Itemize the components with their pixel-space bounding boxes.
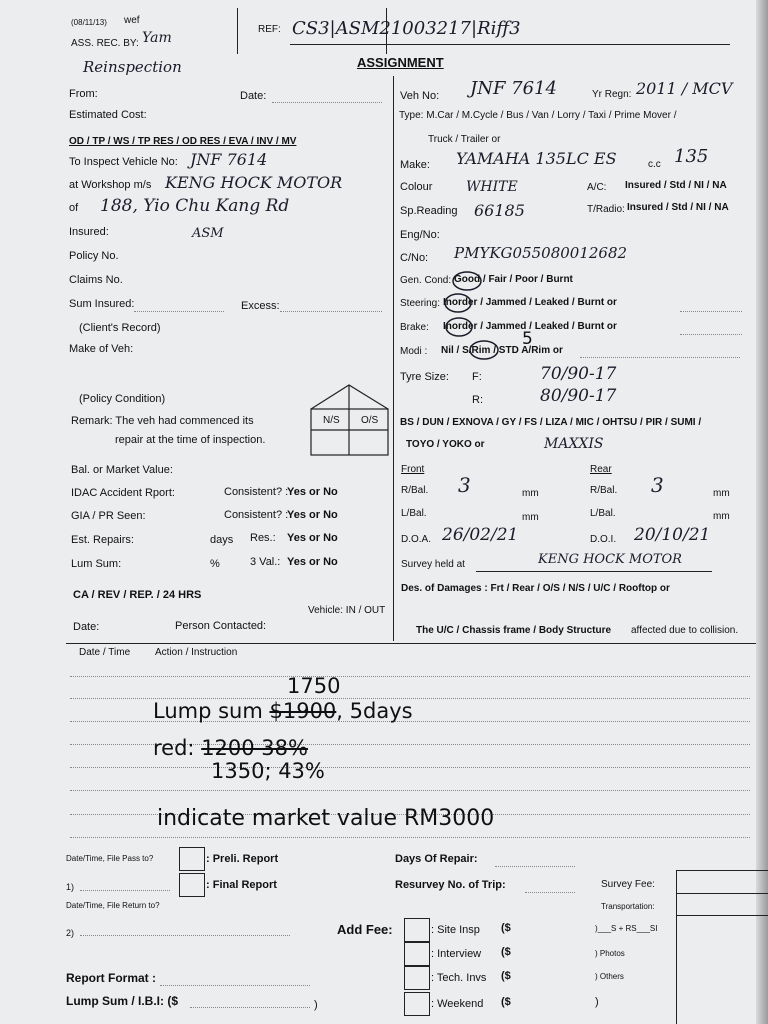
front-rbal-mm: mm — [522, 488, 539, 499]
report-format-label: Report Format : — [66, 971, 156, 985]
steering-options: Inorder / Jammed / Leaked / Burnt or — [443, 297, 617, 308]
os-label: O/S — [361, 415, 379, 426]
final-report-label: : Final Report — [206, 879, 277, 891]
file-pass-line — [80, 890, 170, 891]
gia-consistent: Consistent? : — [224, 509, 289, 521]
rear-lbal-mm: mm — [713, 511, 730, 522]
survey-held-label: Survey held at — [401, 559, 465, 570]
survey-held-underline — [476, 571, 712, 572]
lump-sum-ibi-line — [190, 1007, 310, 1008]
tradio-label: T/Radio: — [587, 204, 625, 215]
modi-line — [580, 357, 740, 358]
of-label: of — [69, 202, 79, 214]
site-insp-dollar: ($ — [501, 922, 511, 934]
damages-options: Des. of Damages : Frt / Rear / O/S / N/S / U/C / Rooftop or — [401, 583, 670, 594]
log-action-header: Action / Instruction — [155, 647, 238, 658]
brake-line — [680, 334, 742, 335]
fee-box-row-2 — [676, 915, 768, 916]
reinspection-note: Reinspection — [83, 58, 182, 76]
clients-record-label: (Client's Record) — [79, 322, 161, 334]
tyre-front-value: 70/90-17 — [540, 364, 617, 384]
sp-reading-label: Sp.Reading — [400, 205, 458, 217]
log-line-5 — [70, 767, 750, 768]
days-of-repair-label: Days Of Repair: — [395, 853, 478, 865]
tech-invs-label: : Tech. Invs — [431, 972, 487, 984]
wef-label: wef — [124, 15, 140, 26]
category-options: OD / TP / WS / TP RES / OD RES / EVA / INV / MV — [69, 136, 297, 147]
policy-no-label: Policy No. — [69, 250, 119, 262]
file-return-line — [80, 935, 290, 936]
vehicle-in-out: Vehicle: IN / OUT — [308, 605, 386, 616]
form-title: ASSIGNMENT — [357, 55, 444, 70]
modi-options: Nil / S/Rim / STD A/Rim or — [441, 345, 563, 356]
others-label: ) Others — [595, 972, 624, 981]
lump-sum-suffix: , 5days — [336, 699, 413, 723]
form-separator — [66, 643, 756, 644]
to-inspect-value: JNF 7614 — [190, 150, 268, 169]
doi-value: 20/10/21 — [634, 525, 711, 545]
c-no-value: PMYKG055080012682 — [454, 244, 628, 262]
policy-condition-label: (Policy Condition) — [79, 393, 166, 405]
days-of-repair-line — [495, 866, 575, 867]
rear-rbal-mm: mm — [713, 488, 730, 499]
insured-label: Insured: — [69, 226, 109, 238]
site-insp-checkbox[interactable] — [404, 918, 430, 942]
steering-line — [680, 311, 742, 312]
c-no-label: C/No: — [400, 252, 429, 264]
remark-line1: Remark: The veh had commenced its — [71, 415, 254, 427]
ref-underline — [290, 44, 730, 45]
veh-no-label: Veh No: — [400, 90, 440, 102]
excess-line — [280, 311, 382, 312]
of-value: 188, Yio Chu Kang Rd — [100, 196, 290, 216]
from-label: From: — [69, 88, 98, 100]
tyre-size-label: Tyre Size: — [400, 371, 449, 383]
log-date-time-header: Date / Time — [79, 647, 131, 658]
brake-options: Inorder / Jammed / Leaked / Burnt or — [443, 321, 617, 332]
colour-label: Colour — [400, 181, 433, 193]
s-rs-si-label: )___S + RS___SI — [595, 924, 658, 933]
three-val-label: 3 Val.: — [250, 556, 281, 568]
weekend-label: : Weekend — [431, 998, 484, 1010]
cc-label: c.c — [648, 159, 661, 170]
colour-value: WHITE — [466, 179, 518, 195]
preli-report-checkbox[interactable] — [179, 847, 205, 871]
sum-insured-line — [134, 311, 224, 312]
tyre-brand-value: MAXXIS — [544, 436, 604, 452]
selection-circles — [396, 262, 506, 362]
date2-label: Date: — [73, 621, 100, 633]
log-line-6 — [70, 790, 750, 791]
doa-value: 26/02/21 — [442, 525, 519, 545]
idac-label: IDAC Accident Rport: — [71, 487, 175, 499]
final-report-checkbox[interactable] — [179, 873, 205, 897]
res-label: Res.: — [250, 532, 276, 544]
make-label: Make: — [400, 159, 430, 171]
lump-sum-note — [153, 699, 413, 723]
log-line-1 — [70, 676, 750, 677]
header-divider-1 — [237, 8, 238, 54]
lum-sum-label: Lum Sum: — [71, 558, 122, 570]
rear-label: Rear — [590, 464, 612, 475]
to-inspect-label: To Inspect Vehicle No: — [69, 156, 178, 168]
front-rbal-value: 3 — [458, 473, 471, 497]
fee-box-top — [676, 870, 768, 871]
doa-label: D.O.A. — [401, 534, 432, 545]
reduction-prefix: red: — [153, 736, 202, 760]
eng-no-label: Eng/No: — [400, 229, 440, 241]
rear-rbal-label: R/Bal. — [590, 485, 618, 496]
front-rbal-label: R/Bal. — [401, 485, 429, 496]
weekend-close: ) — [595, 996, 599, 1008]
steering-label: Steering: — [400, 298, 441, 309]
est-repairs-label: Est. Repairs: — [71, 534, 134, 546]
sum-insured-label: Sum Insured: — [69, 298, 135, 310]
vehicle-type-options: Type: M.Car / M.Cycle / Bus / Van / Lorry / Taxi / Prime Mover / — [399, 110, 677, 121]
idac-consistent: Consistent? : — [224, 486, 289, 498]
yr-regn-value: 2011 / MCV — [636, 79, 733, 98]
tyre-rear-label: R: — [472, 394, 483, 406]
modi-label: Modi : — [400, 346, 428, 357]
idac-yes-no: Yes or No — [287, 486, 338, 498]
vehicle-type-options-2: Truck / Trailer or — [428, 134, 501, 145]
modi-handwritten-mark: 5 — [522, 329, 533, 349]
veh-no-value: JNF 7614 — [470, 78, 557, 99]
report-format-line — [160, 985, 310, 986]
interview-checkbox[interactable] — [404, 942, 430, 966]
tyre-brand-options-2: TOYO / YOKO or — [406, 439, 485, 450]
site-insp-label: : Site Insp — [431, 924, 480, 936]
person-contacted-label: Person Contacted: — [175, 620, 267, 632]
ac-label: A/C: — [587, 182, 607, 193]
log-line-8 — [70, 837, 750, 838]
lump-sum-ibi-label: Lump Sum / I.B.I: ($ — [66, 994, 179, 1008]
market-value-note: indicate market value RM3000 — [157, 806, 495, 831]
tech-invs-checkbox[interactable] — [404, 966, 430, 990]
file-return-label: Date/Time, File Return to? — [66, 901, 160, 910]
make-of-veh-label: Make of Veh: — [69, 343, 134, 355]
ref-label: REF: — [258, 24, 281, 35]
interview-label: : Interview — [431, 948, 482, 960]
at-workshop-value: KENG HOCK MOTOR — [165, 173, 343, 192]
survey-fee-label: Survey Fee: — [601, 879, 655, 890]
reduction-struck: 1200 38% — [201, 736, 308, 760]
ac-options: Insured / Std / NI / NA — [625, 180, 727, 191]
ref-number: CS3|ASM21003217|Riff3 — [292, 18, 521, 39]
tradio-options: Insured / Std / NI / NA — [627, 202, 729, 213]
ass-rec-by-label: ASS. REC. BY: — [71, 38, 139, 49]
make-value: YAMAHA 135LC ES — [456, 149, 617, 168]
reduction-note — [153, 736, 308, 760]
insured-value: ASM — [192, 226, 224, 241]
preli-report-label: : Preli. Report — [206, 853, 279, 865]
front-lbal-mm: mm — [522, 512, 539, 523]
excess-label: Excess: — [241, 300, 280, 312]
file-pass-label: Date/Time, File Pass to? — [66, 854, 154, 863]
date-line — [272, 102, 382, 103]
weekend-dollar: ($ — [501, 996, 511, 1008]
lump-sum-correction: 1750 — [287, 674, 341, 698]
tyre-front-label: F: — [472, 371, 482, 383]
column-divider — [393, 76, 394, 641]
lump-sum-ibi-close: ) — [314, 999, 318, 1011]
weekend-checkbox[interactable] — [404, 992, 430, 1016]
rear-lbal-label: L/Bal. — [590, 508, 616, 519]
gen-cond-label: Gen. Cond: — [400, 275, 452, 286]
doi-label: D.O.I. — [590, 534, 617, 545]
res-yes-no: Yes or No — [287, 532, 338, 544]
transportation-label: Transportation: — [601, 902, 655, 911]
gia-pr-label: GIA / PR Seen: — [71, 510, 146, 522]
bal-market-value-label: Bal. or Market Value: — [71, 464, 173, 476]
reduction-new: 1350; 43% — [211, 759, 325, 783]
remark-line2: repair at the time of inspection. — [115, 434, 266, 446]
lump-sum-prefix: Lump sum — [153, 699, 270, 723]
gia-yes-no: Yes or No — [287, 509, 338, 521]
ca-rev-options: CA / REV / REP. / 24 HRS — [73, 589, 202, 601]
file-return-2: 2) — [66, 928, 75, 938]
photos-label: ) Photos — [595, 949, 625, 958]
add-fee-label: Add Fee: — [337, 922, 393, 937]
gen-cond-options: Good / Fair / Poor / Burnt — [454, 274, 573, 285]
estimated-cost-label: Estimated Cost: — [69, 109, 147, 121]
front-lbal-label: L/Bal. — [401, 508, 427, 519]
survey-held-value: KENG HOCK MOTOR — [538, 552, 682, 567]
resurvey-line — [525, 892, 575, 893]
brake-label: Brake: — [400, 322, 429, 333]
interview-dollar: ($ — [501, 946, 511, 958]
claims-no-label: Claims No. — [69, 274, 123, 286]
form-date: (08/11/13) — [71, 18, 107, 27]
tyre-brand-options: BS / DUN / EXNOVA / GY / FS / LIZA / MIC / OHTSU / PIR / SUMI / — [400, 417, 702, 428]
cc-value: 135 — [674, 146, 709, 167]
fee-box-row-1 — [676, 893, 768, 894]
resurvey-label: Resurvey No. of Trip: — [395, 879, 506, 891]
uc-chassis-options: The U/C / Chassis frame / Body Structure — [416, 625, 612, 636]
file-pass-1: 1) — [66, 882, 75, 892]
tech-invs-dollar: ($ — [501, 970, 511, 982]
sp-reading-value: 66185 — [474, 201, 525, 220]
at-workshop-label: at Workshop m/s — [69, 179, 152, 191]
tyre-rear-value: 80/90-17 — [540, 386, 617, 406]
ass-rec-by-signature: Yam — [142, 30, 172, 46]
percent-label: % — [210, 558, 220, 570]
days-label: days — [210, 534, 234, 546]
yr-regn-label: Yr Regn: — [592, 89, 632, 100]
rear-rbal-value: 3 — [651, 473, 664, 497]
lump-sum-struck: $1900 — [269, 699, 337, 723]
three-val-yes-no: Yes or No — [287, 556, 338, 568]
affected-text: affected due to collision. — [631, 625, 739, 636]
date-label: Date: — [240, 90, 267, 102]
ns-label: N/S — [323, 415, 340, 426]
front-label: Front — [401, 464, 425, 475]
